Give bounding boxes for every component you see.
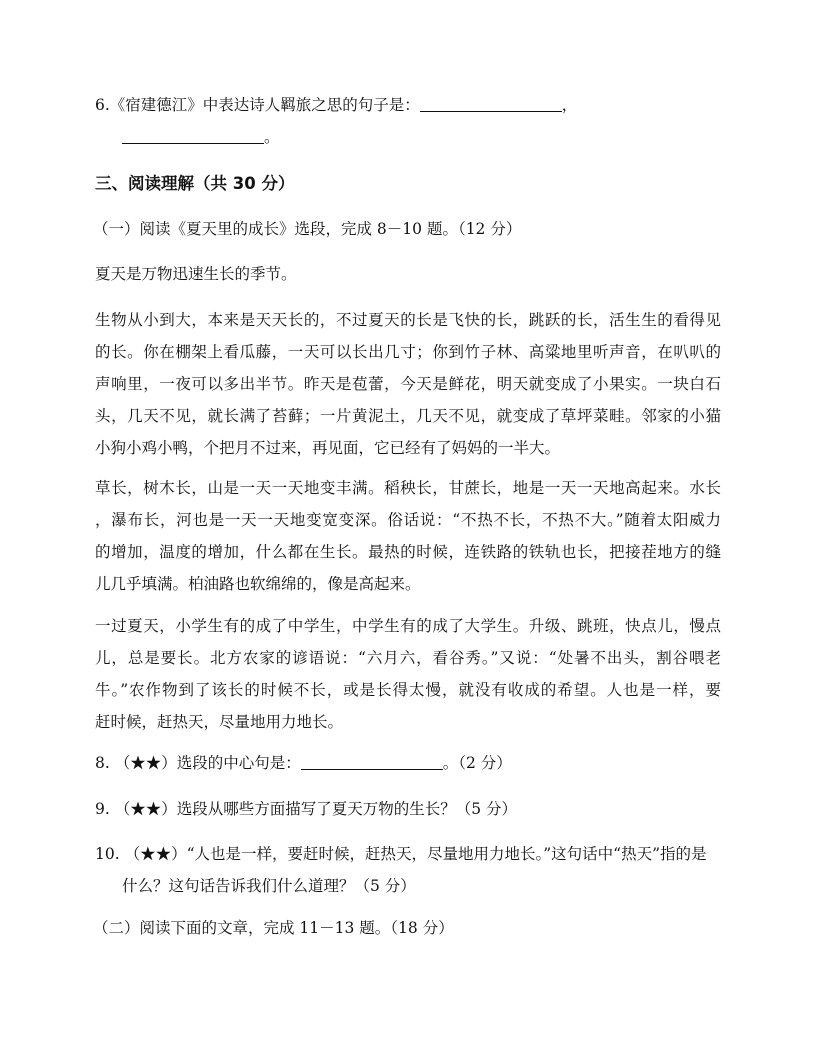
passage-paragraph-1: 夏天是万物迅速生长的季节。	[95, 265, 297, 283]
period: 。	[264, 128, 280, 146]
passage-line: 声响里，一夜可以多出半节。昨天是苞蕾，今天是鲜花，明天就变成了小果实。一块白石	[95, 375, 721, 393]
passage-line: 赶时候，赶热天，尽量地用力地长。	[95, 713, 344, 731]
question-8-suffix: 。（2 分）	[442, 754, 512, 772]
question-10-line-2: 什么？这句话告诉我们什么道理？（5 分）	[122, 877, 416, 895]
part-2-instruction: （二）阅读下面的文章，完成 11－13 题。（18 分）	[93, 919, 454, 937]
passage-line: 小狗小鸡小鸭，个把月不过来，再见面，它已经有了妈妈的一半大。	[95, 439, 561, 457]
passage-line: 一过夏天，小学生有的成了中学生，中学生有的成了大学生。升级、跳班，快点儿，慢点	[95, 617, 721, 635]
question-10	[95, 838, 721, 902]
passage-line: 的长。你在棚架上看瓜藤，一天可以长出几寸；你到竹子林、高粱地里听声音，在叭叭的	[95, 343, 721, 361]
passage-line: 头，几天不见，就长满了苔藓；一片黄泥土，几天不见，就变成了草坪菜畦。邻家的小猫	[95, 407, 721, 425]
comma: ，	[561, 96, 578, 114]
section-heading: 三、阅读理解（共 30 分）	[95, 174, 295, 193]
passage-line: ，瀑布长，河也是一天一天地变宽变深。俗话说：“不热不长，不热不大。”随着太阳威力	[95, 511, 721, 529]
question-9: 9. （★★）选段从哪些方面描写了夏天万物的生长？（5 分）	[95, 800, 518, 818]
passage-line: 牛。”农作物到了该长的时候不长，或是长得太慢，就没有收成的希望。人也是一样，要	[95, 681, 721, 699]
question-6	[95, 89, 721, 153]
answer-blank-1[interactable]	[420, 93, 562, 112]
passage-line: 草长，树木长，山是一天一天地变丰满。稻秧长，甘蔗长，地是一天一天地高起来。水长	[95, 479, 721, 497]
passage-line: 儿，总是要长。北方农家的谚语说：“六月六，看谷秀。”又说：“处暑不出头，割谷喂老	[95, 649, 721, 667]
passage-paragraph-4	[95, 610, 721, 738]
question-6-text: 6.《宿建德江》中表达诗人羁旅之思的句子是：	[95, 96, 420, 114]
question-10-line-1: 10. （★★）“人也是一样，要赶时候，赶热天，尽量地用力地长。”这句话中“热天”指的是	[95, 845, 707, 863]
passage-line: 的增加，温度的增加，什么都在生长。最热的时候，连铁路的铁轨也长，把接茬地方的缝	[95, 543, 721, 561]
question-8	[95, 747, 721, 779]
passage-line: 儿几乎填满。柏油路也软绵绵的，像是高起来。	[95, 575, 421, 593]
question-8-text: 8. （★★）选段的中心句是：	[95, 754, 301, 772]
part-1-instruction: （一）阅读《夏天里的成长》选段，完成 8－10 题。（12 分）	[93, 220, 522, 238]
passage-paragraph-3	[95, 472, 721, 600]
passage-paragraph-2	[95, 304, 721, 464]
answer-blank-2[interactable]	[122, 125, 264, 144]
answer-blank-q8[interactable]	[301, 751, 443, 770]
passage-line: 生物从小到大，本来是天天长的，不过夏天的长是飞快的长，跳跃的长，活生生的看得见	[95, 311, 721, 329]
